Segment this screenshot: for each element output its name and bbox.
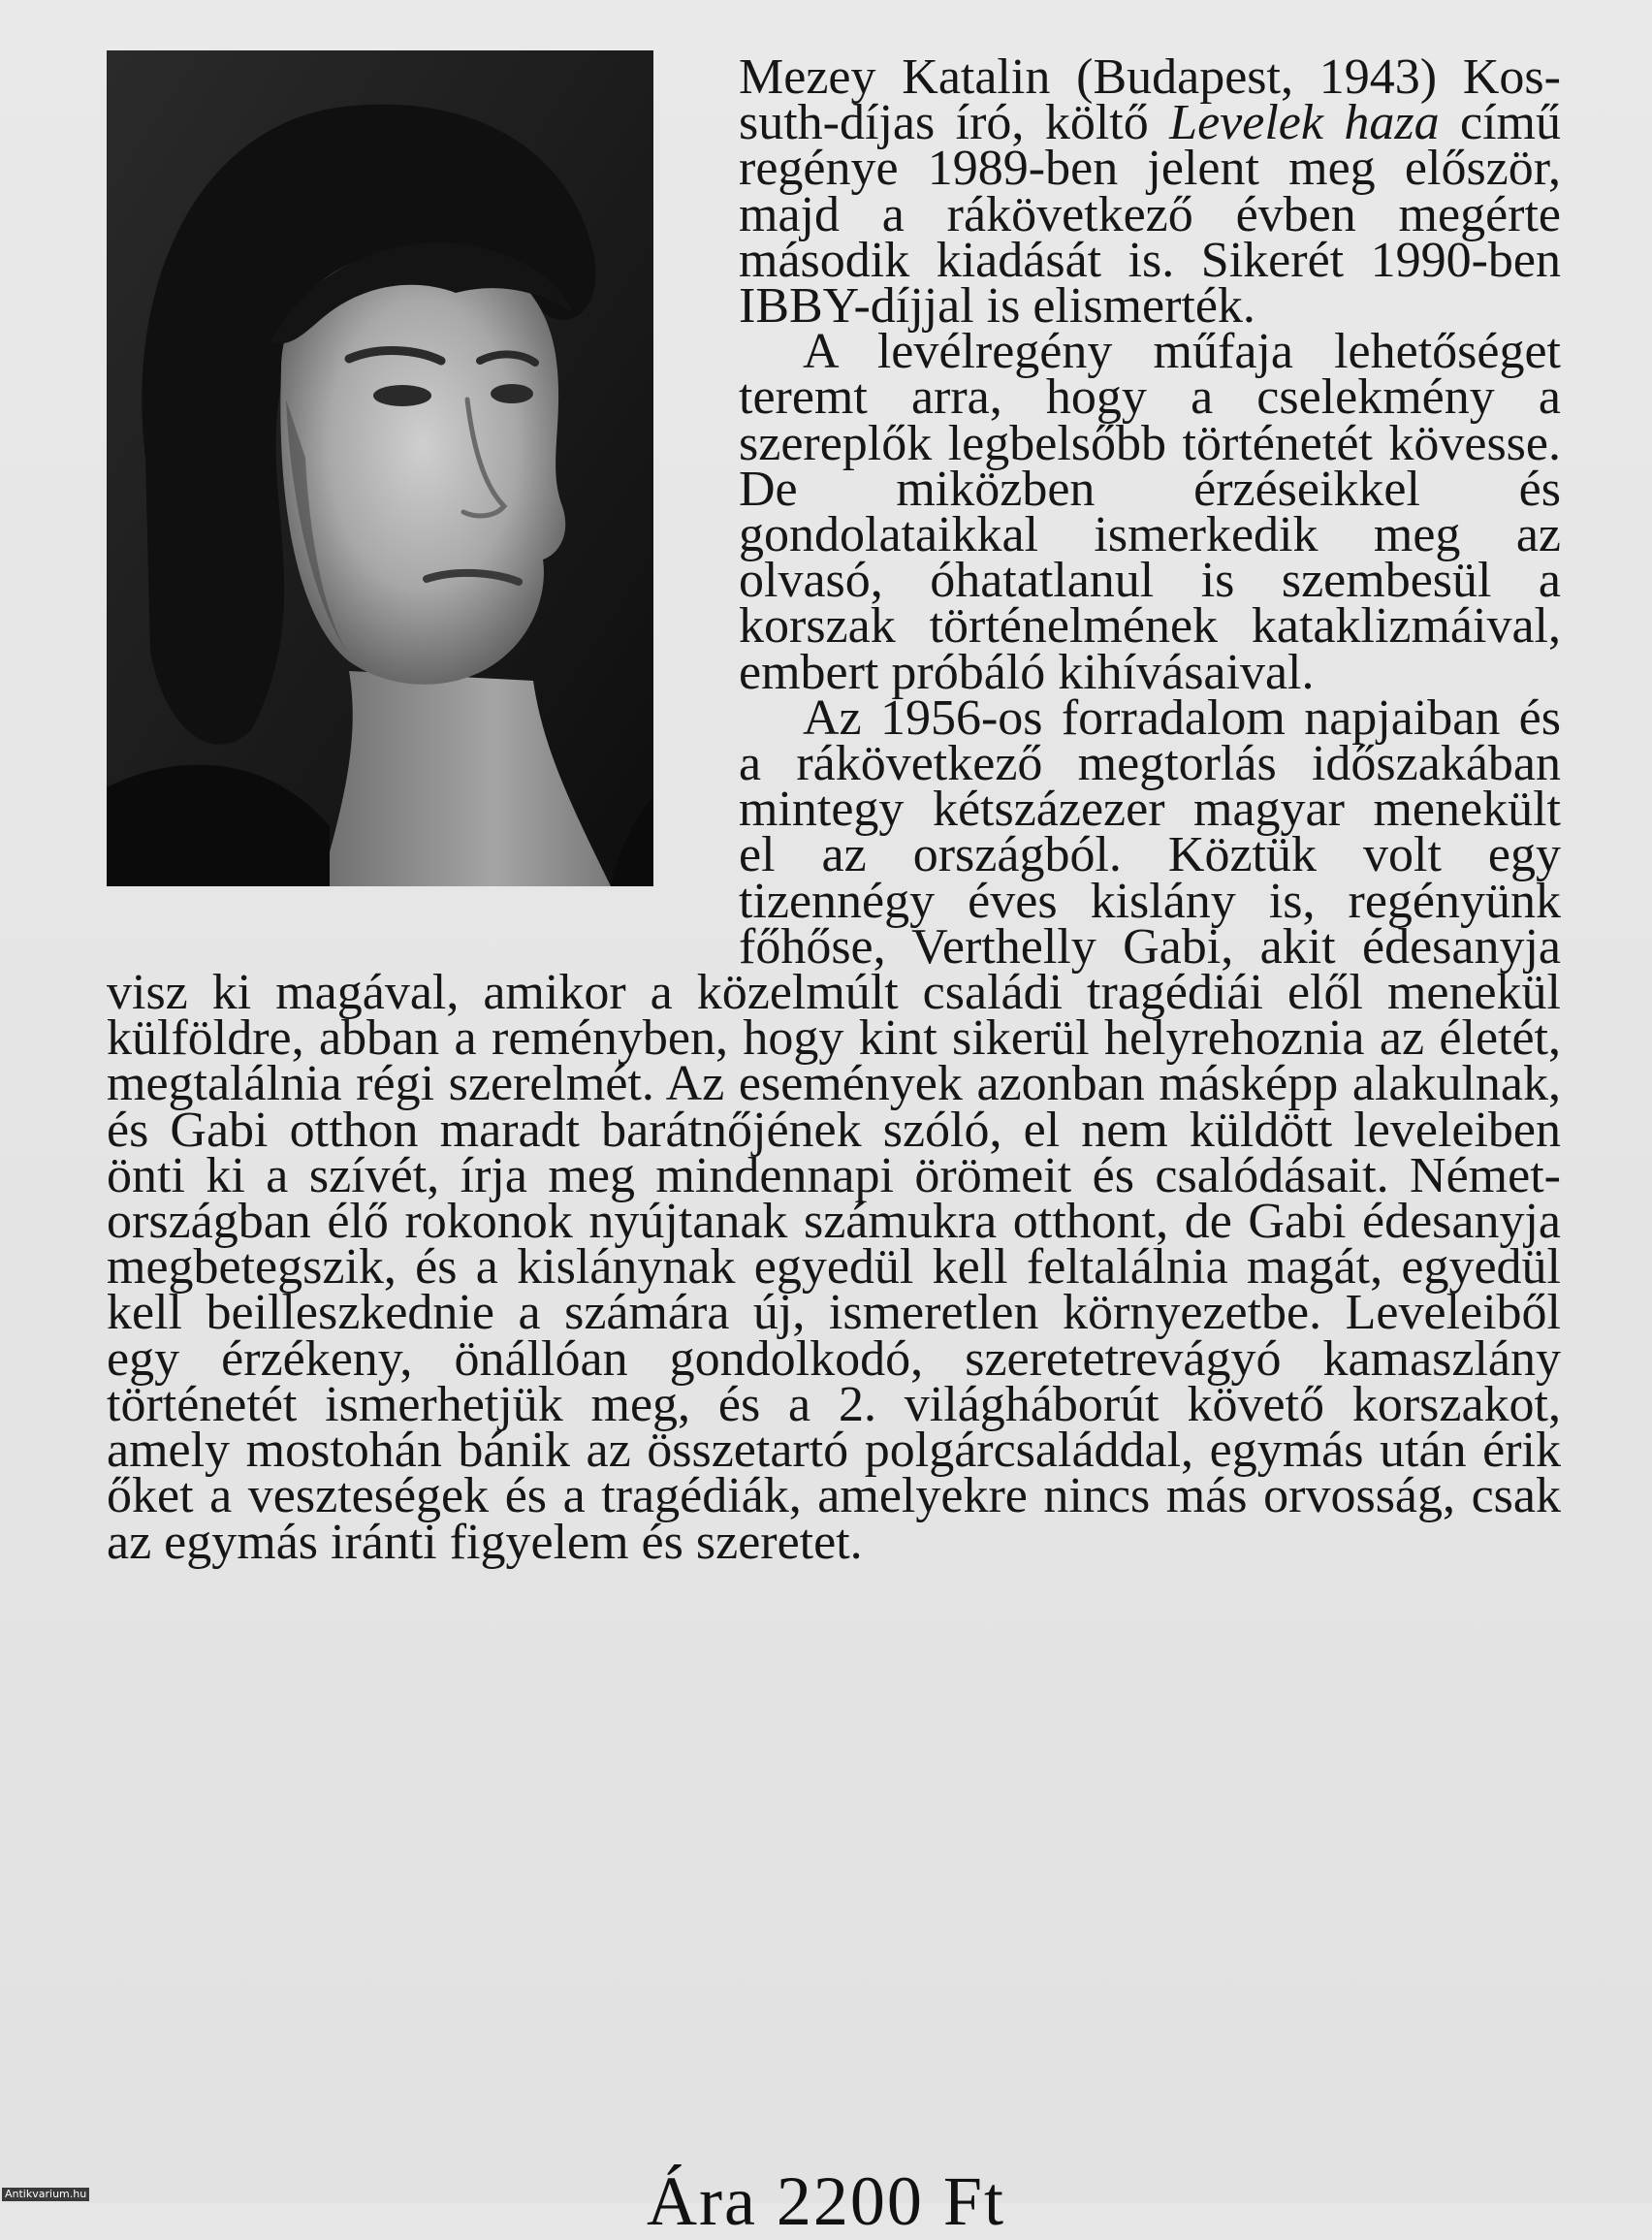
blurb-text: [107, 49, 1561, 1570]
photo-spacer: [107, 54, 739, 943]
paragraph-1-end: című regénye 1989-ben jelent meg először, majd a rákövetkező évben megérte második kiadását is. Sikerét 1990-ben IBBY-díjjal is elismerték.: [739, 95, 1561, 335]
book-title: Levelek haza: [1169, 95, 1440, 151]
paragraph-1-start: Mezey Katalin (Budapest, 1943) Kossuth-díjas író, költő: [739, 49, 1561, 151]
paragraph-3: Az 1956-os forradalom napjaiban és a rákövetkező megtorlás időszakában mintegy kétszázezer magyar menekült el az országból. Köztük volt egy tizennégy éves kislány is, regényünk főhőse, Verthelly Gabi, akit édesanyja visz ki magával, amikor a közelmúlt családi tragédiái elől menekül külföldre, abban a reményben, hogy kint sikerül helyrehoznia az életét, megtalálnia régi szerelmét. Az események azonban másképp alakulnak, és Gabi otthon maradt barátnőjének szóló, el nem küldött leveleiben önti ki a szívét, írja meg mindennapi örömeit és csalódásait. Németországban élő rokonok nyújtanak számukra otthont, de Gabi édesanyja megbetegszik, és a kislánynak egyedül kell feltalálnia magát, egyedül kell beilleszkednie a számára új, ismeretlen környezetbe. Leveleiből egy érzékeny, önállóan gondolkodó, szeretetrevágyó kamaszlány történetét ismerhetjük meg, és a 2. világháborút követő korszakot, amely mostohán bánik az összetartó polgárcsaláddal, egymás után érik őket a veszteségek és a tragédiák, amelyekre nincs más orvosság, csak az egymás iránti figyelem és szeretet.: [107, 689, 1561, 1570]
paragraph-2: A levélregény műfaja lehetőséget teremt arra, hogy a cselekmény a szereplők legbelsőbb történetét kövesse. De miközben érzéseikkel és gondolataikkal ismerkedik meg az olvasó, óhatatlanul is szembesül a korszak történelmének kataklizmáival, embert próbáló kihívásaival.: [739, 324, 1561, 700]
watermark-text: Antikvarium.hu: [2, 2188, 89, 2201]
price-label: Ára 2200 Ft: [647, 2162, 1005, 2240]
